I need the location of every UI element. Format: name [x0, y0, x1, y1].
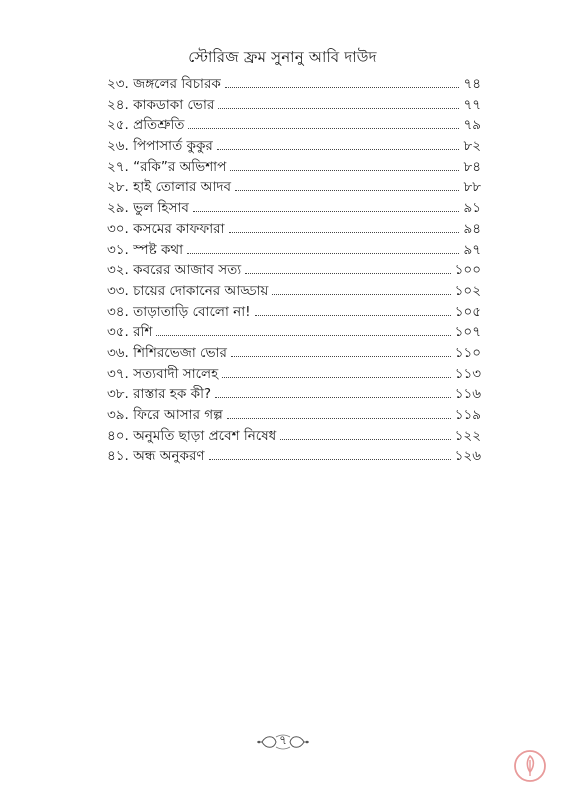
- toc-entry: [107, 384, 481, 405]
- toc-entry-page: ১০৭: [454, 324, 481, 341]
- toc-entry-title: ২৯. ভুল হিসাব: [107, 200, 189, 217]
- toc-entry: [107, 343, 481, 364]
- toc-entry-title: ৩৯. ফিরে আসার গল্প: [107, 407, 223, 423]
- toc-entry: [107, 240, 481, 261]
- toc-entry-title: ৩৪. তাড়াতাড়ি বোলো না!: [107, 303, 251, 320]
- toc-entry-page: ১১৩: [454, 365, 481, 382]
- dot-leader: [231, 356, 451, 357]
- dot-leader: [156, 335, 450, 336]
- dot-leader: [255, 315, 451, 316]
- toc-entry: [107, 364, 481, 385]
- toc-entry-title: ২৭. “রকি”র অভিশাপ: [107, 158, 227, 175]
- toc-entry-page: ৮২: [463, 138, 481, 155]
- toc-entry: [107, 219, 481, 240]
- toc-entry-page: ১১৬: [454, 386, 481, 403]
- dot-leader: [188, 128, 459, 129]
- dot-leader: [229, 232, 460, 233]
- toc-entry: [107, 260, 481, 281]
- toc-entry-title: ২৮. হাই তোলার আদব: [107, 179, 232, 196]
- toc-entry-title: ৩৭. সত্যবাদী সালেহ: [107, 365, 219, 382]
- toc-entry-page: ১০৫: [454, 303, 481, 320]
- toc-entry-title: ৩৫. রশি: [107, 324, 153, 341]
- toc-entry-title: ৩৩. চায়ের দোকানের আড্ডায়: [107, 282, 269, 299]
- toc-entry-page: ১১০: [454, 344, 481, 361]
- toc-entry-page: ১০২: [454, 282, 481, 299]
- toc-entry: [107, 74, 481, 95]
- dot-leader: [280, 439, 450, 440]
- dot-leader: [272, 294, 450, 295]
- toc-entry-page: ৯১: [463, 200, 481, 217]
- dot-leader: [217, 149, 460, 150]
- toc-entry-page: ৮৪: [463, 158, 481, 175]
- toc-entry: [107, 177, 481, 198]
- table-of-contents: [107, 74, 481, 467]
- toc-entry: [107, 302, 481, 323]
- toc-entry: [107, 426, 481, 447]
- toc-entry-title: ২৪. কাকডাকা ভোর: [107, 96, 215, 113]
- toc-entry-page: ৯৭: [463, 241, 481, 258]
- toc-entry-page: ১২৬: [454, 448, 481, 465]
- toc-entry-title: ৩২. কবরের আজাব সত্য: [107, 262, 242, 279]
- toc-entry-title: ৩৬. শিশিরভেজা ভোর: [107, 344, 227, 361]
- dot-leader: [235, 190, 459, 191]
- toc-entry-page: ১০০: [454, 262, 481, 279]
- dot-leader: [225, 87, 460, 88]
- toc-entry-page: ৭৯: [463, 117, 481, 134]
- dot-leader: [230, 170, 459, 171]
- dot-leader: [222, 377, 451, 378]
- toc-entry-title: ৪০. অনুমতি ছাড়া প্রবেশ নিষেধ: [107, 427, 277, 444]
- toc-entry-page: ৭৭: [463, 96, 481, 113]
- toc-entry: [107, 136, 481, 157]
- toc-entry-page: ৮৮: [463, 179, 481, 196]
- dot-leader: [218, 108, 459, 109]
- toc-entry-page: ১২২: [454, 427, 481, 444]
- page-number-footer: [256, 733, 310, 751]
- toc-entry-page: ১১৯: [454, 407, 481, 423]
- toc-entry-title: ৩১. স্পষ্ট কথা: [107, 241, 184, 258]
- toc-entry: [107, 198, 481, 219]
- toc-entry: [107, 322, 481, 343]
- toc-entry-title: ৩৮. রাস্তার হক কী?: [107, 386, 212, 403]
- toc-entry: [107, 95, 481, 116]
- toc-entry-title: ৩০. কসমের কাফফারা: [107, 220, 225, 237]
- quill-logo-icon: [512, 748, 548, 784]
- page-number: ৭: [279, 733, 287, 747]
- dot-leader: [215, 397, 451, 398]
- dot-leader: [209, 459, 451, 460]
- toc-entry: [107, 405, 481, 426]
- toc-entry-page: ৭৪: [463, 76, 481, 92]
- dot-leader: [187, 253, 459, 254]
- running-header: স্টোরিজ ফ্রম সুনানু আবি দাউদ: [188, 48, 377, 66]
- toc-entry-title: ২৬. পিপাসার্ত কুকুর: [107, 138, 213, 155]
- dot-leader: [193, 211, 460, 212]
- toc-entry: [107, 115, 481, 136]
- toc-entry-page: ৯৪: [463, 220, 481, 237]
- toc-entry: [107, 281, 481, 302]
- toc-entry: [107, 446, 481, 467]
- dot-leader: [245, 273, 451, 274]
- dot-leader: [227, 418, 451, 419]
- toc-entry: [107, 157, 481, 178]
- toc-entry-title: ৪১. অন্ধ অনুকরণ: [107, 448, 205, 465]
- toc-entry-title: ২৩. জঙ্গলের বিচারক: [107, 76, 221, 92]
- toc-entry-title: ২৫. প্রতিশ্রুতি: [107, 117, 185, 134]
